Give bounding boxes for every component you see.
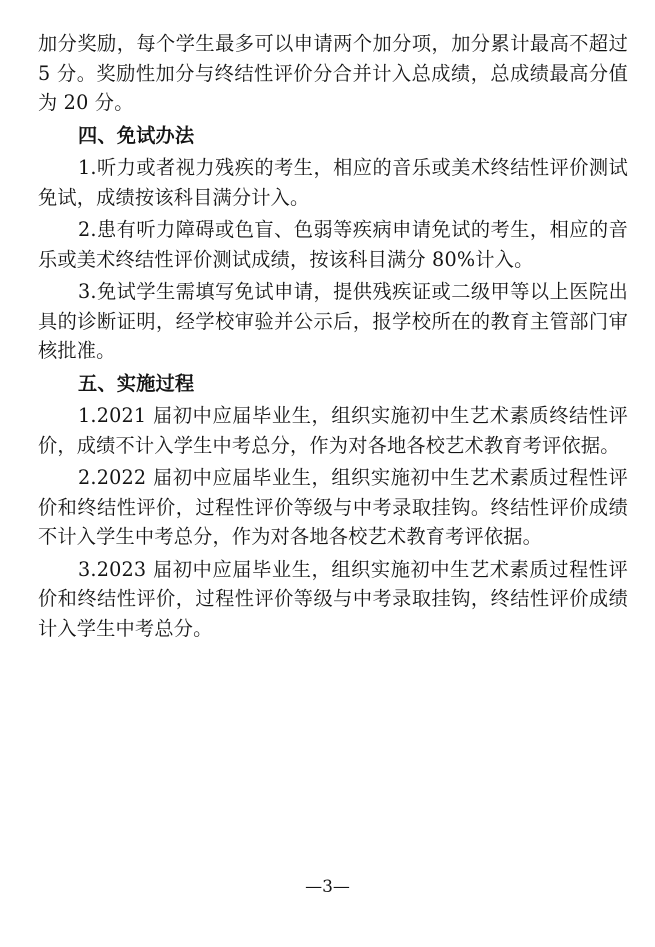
paragraph-exemption-2: 2.患有听力障碍或色盲、色弱等疾病申请免试的考生，相应的音乐或美术终结性评价测试成绩，按该科目满分 80%计入。 [38,218,628,271]
document-body [38,29,628,643]
paragraph-exemption-3: 3.免试学生需填写免试申请，提供残疾证或二级甲等以上医院出具的诊断证明，经学校审验并公示后，报学校所在的教育主管部门审核批准。 [38,280,628,362]
section-heading-exemption: 四、免试办法 [78,123,195,147]
paragraph-exemption-1: 1.听力或者视力残疾的考生，相应的音乐或美术终结性评价测试免试，成绩按该科目满分计入。 [38,156,628,209]
page-number: —3— [305,877,350,897]
paragraph-implementation-2022: 2.2022 届初中应届毕业生，组织实施初中生艺术素质过程性评价和终结性评价，过程性评价等级与中考录取挂钩。终结性评价成绩不计入学生中考总分，作为对各地各校艺术教育考评依据。 [38,466,628,548]
section-heading-implementation: 五、实施过程 [78,371,195,395]
paragraph-implementation-2021: 1.2021 届初中应届毕业生，组织实施初中生艺术素质终结性评价，成绩不计入学生中考总分，作为对各地各校艺术教育考评依据。 [38,404,628,457]
paragraph-bonus-points: 加分奖励，每个学生最多可以申请两个加分项，加分累计最高不超过 5 分。奖励性加分与终结性评价分合并计入总成绩，总成绩最高分值为 20 分。 [38,32,628,114]
paragraph-implementation-2023: 3.2023 届初中应届毕业生，组织实施初中生艺术素质过程性评价和终结性评价，过程性评价等级与中考录取挂钩，终结性评价成绩计入学生中考总分。 [38,557,628,640]
